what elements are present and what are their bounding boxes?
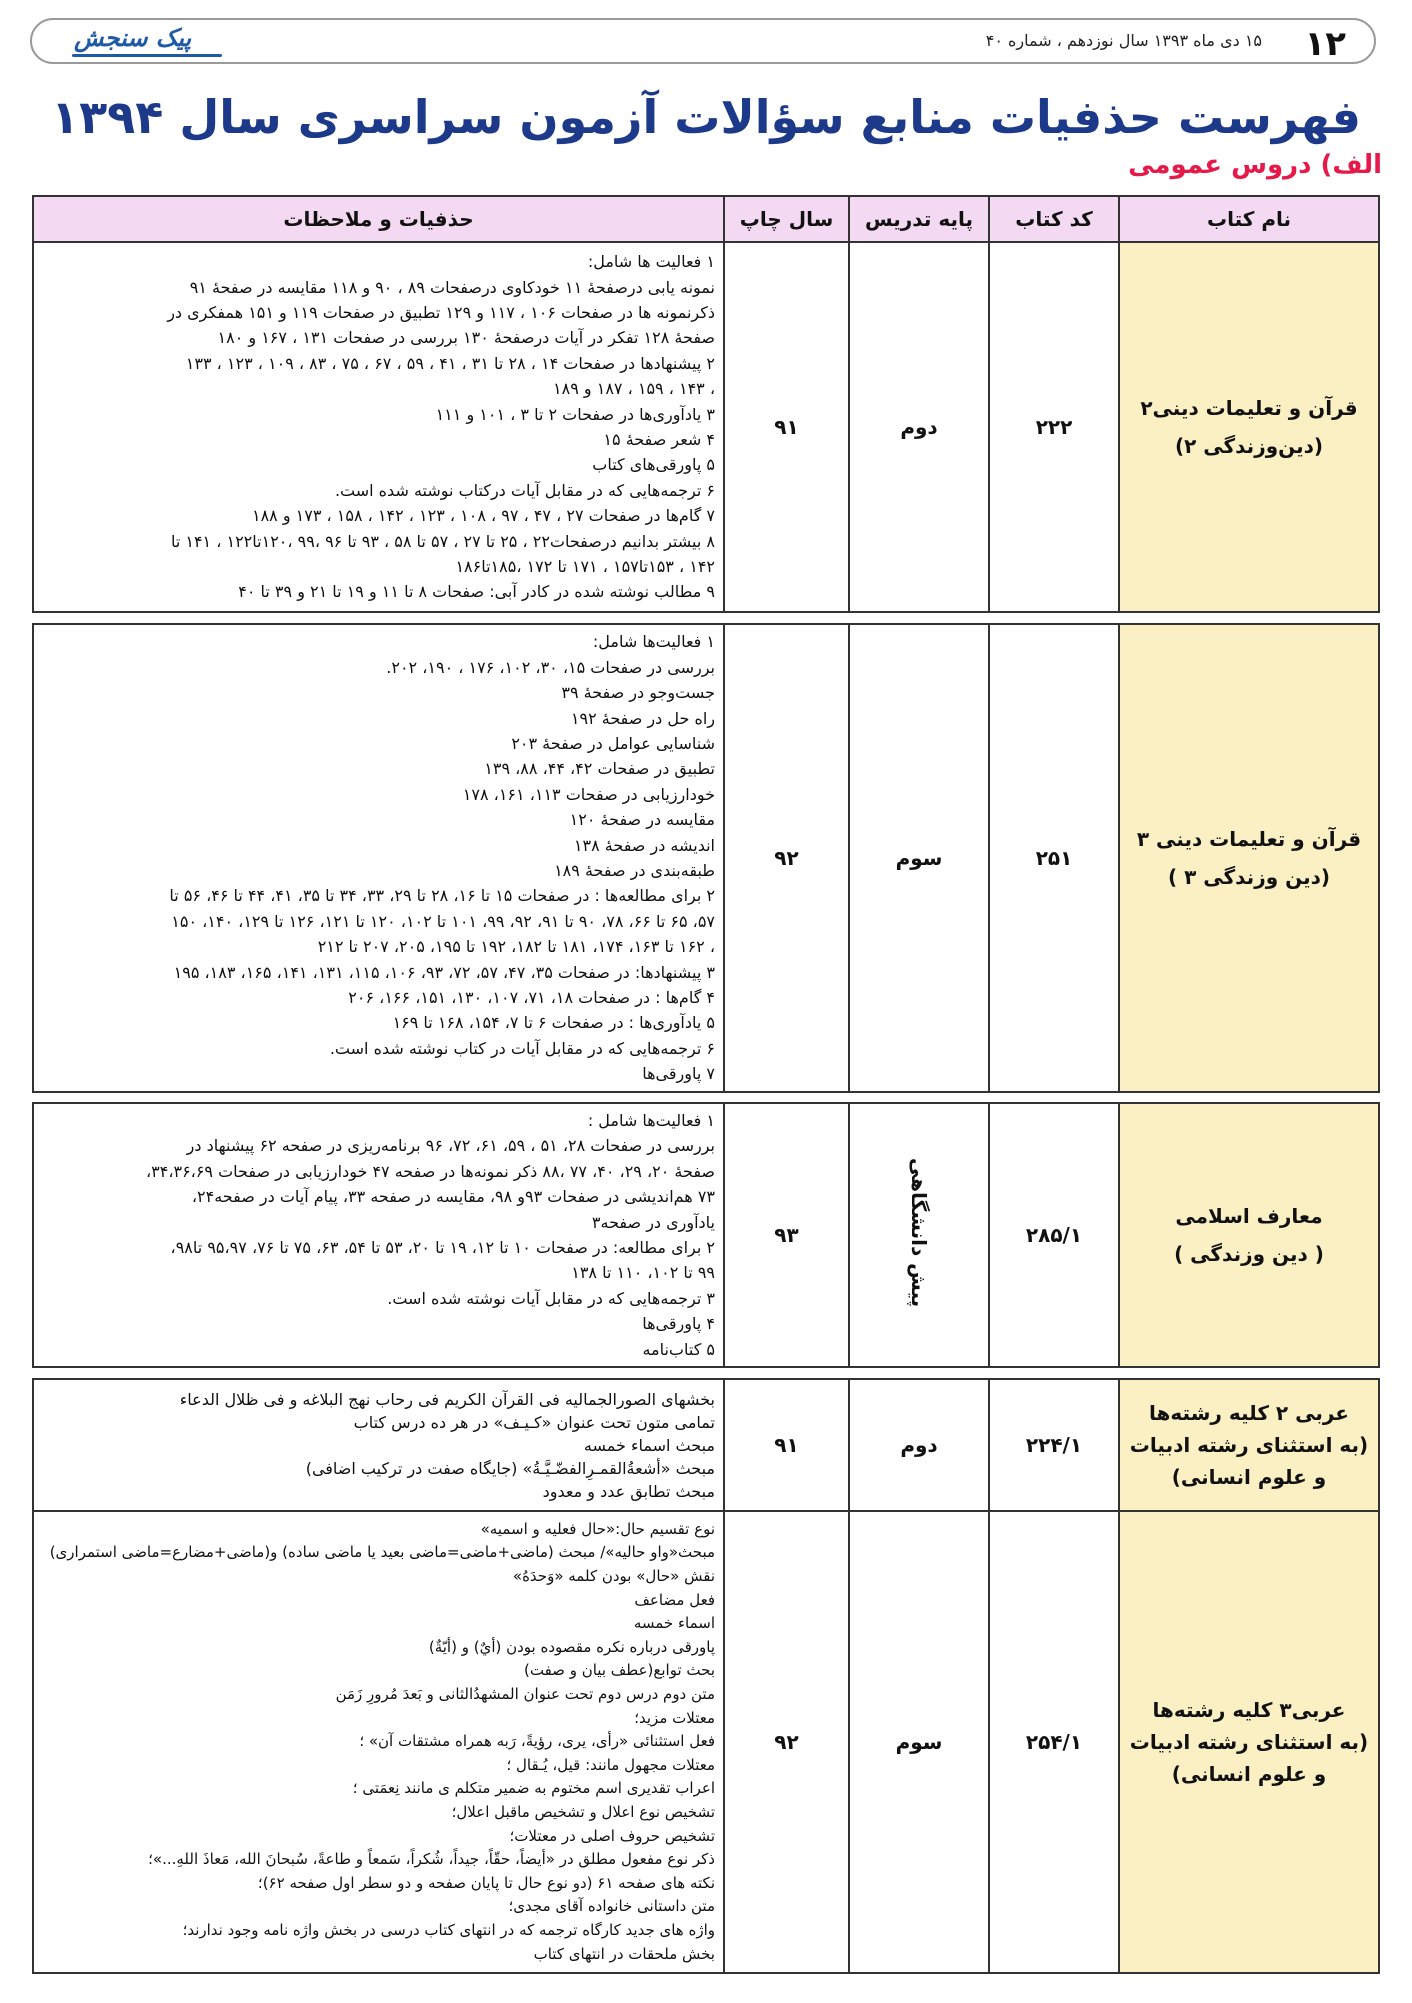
book-name-line: ( دین وزندگی ) xyxy=(1174,1242,1324,1266)
grade-vertical-text: پیش دانشگاهی xyxy=(907,1157,931,1308)
note-line: خودارزیابی در صفحات ۱۱۳، ۱۶۱، ۱۷۸ xyxy=(462,784,715,804)
book-name-cell xyxy=(1119,1511,1379,1973)
note-line: مبحث «أشعةُالقمـرِالفضّـيَّـةُ» (جایگاه صفت در ترکیب اضافی) xyxy=(305,1458,715,1478)
book-name-line: (دین‌وزندگی ۲) xyxy=(1174,434,1324,458)
col-header-book-name: نام کتاب xyxy=(1119,196,1379,242)
note-line: ۸ بیشتر بدانیم درصفحات۲۲ ، ۲۵ تا ۲۷ ، ۵۷ تا ۵۸ ، ۹۳ تا ۹۶ ،۹۹ ،۱۲۰تا۱۲۲ ، ۱۴۱ تا xyxy=(170,531,715,551)
note-line: ۵ پاورقی‌های کتاب xyxy=(592,455,715,475)
print-year-cell: ۹۱ xyxy=(724,1379,849,1511)
table-row xyxy=(33,1103,1379,1367)
grade-cell: دوم xyxy=(849,242,989,612)
page-header-bar xyxy=(30,18,1376,64)
notes-cell xyxy=(33,624,724,1092)
note-line: اسماء خمسه xyxy=(633,1614,715,1633)
note-line: ۷۳ هم‌اندیشی در صفحات ۹۳و ۹۸، مقایسه در صفحه ۳۳، پیام آیات در صفحه۲۴، xyxy=(191,1187,715,1207)
notes-cell xyxy=(33,1103,724,1367)
note-line: ذکرنمونه ها در صفحات ۱۰۶ ، ۱۱۷ و ۱۲۹ تطبیق در صفحات ۱۱۹ و ۱۵۱ همفکری در xyxy=(167,302,715,322)
book-name-line: قرآن و تعلیمات دینی۲ xyxy=(1140,396,1358,420)
grade-cell: سوم xyxy=(849,624,989,1092)
deletions-table-part xyxy=(32,623,1380,1093)
book-code-cell: ۲۲۴/۱ xyxy=(989,1379,1119,1511)
note-line: فعل مضاعف xyxy=(634,1590,715,1609)
note-line: واژه های جدید کارگاه ترجمه که در انتهای کتاب درسی در بخش واژه نامه وجود ندارند؛ xyxy=(182,1920,715,1939)
note-line: اعراب تقدیری اسم مختوم به ضمیر متکلم ی مانند نِعمَتی ؛ xyxy=(352,1779,715,1798)
book-name-line: معارف اسلامی xyxy=(1175,1204,1323,1228)
note-line: معتلات مجهول مانند: قیل، یُـقال ؛ xyxy=(506,1755,715,1774)
book-name-line: و علوم انسانی) xyxy=(1171,1465,1327,1489)
book-name-cell xyxy=(1119,624,1379,1092)
page-title: فهرست حذفیات منابع سؤالات آزمون سراسری سال ۱۳۹۴ xyxy=(51,90,1361,144)
note-line: مبحث تطابق عدد و معدود xyxy=(542,1481,715,1501)
note-line: ۴ شعر صفحهٔ ۱۵ xyxy=(603,430,715,449)
note-line: ۱ فعالیت ها شامل: xyxy=(587,252,715,272)
note-line: صفحهٔ ۱۲۸ تفکر در آیات درصفحهٔ ۱۳۰ بررسی در صفحات ۱۳۱ ، ۱۶۷ و ۱۸۰ xyxy=(217,328,715,348)
note-line: ۷ گام‌ها در صفحات ۲۷ ، ۴۷ ، ۹۷ ، ۱۰۸ ، ۱۲۳ ، ۱۴۲ ، ۱۵۸ ، ۱۷۳ و ۱۸۸ xyxy=(251,506,715,526)
book-name-cell xyxy=(1119,1379,1379,1511)
note-line: یادآوری در صفحه۳ xyxy=(591,1212,715,1232)
book-name-line: عربی۳ کلیه رشته‌ها xyxy=(1152,1698,1346,1722)
col-header-book-code: کد کتاب xyxy=(989,196,1119,242)
note-line: ۷ پاورقی‌ها xyxy=(642,1064,715,1084)
note-line: ، ۱۴۳ ، ۱۵۹ ، ۱۸۷ و ۱۸۹ xyxy=(553,379,715,399)
table-header-row xyxy=(33,196,1379,242)
note-line: ذکر نوع مفعول مطلق در «أیضاً، حقّاً، جیداً، شُکراً، سَمعاً و طاعةً، سُبحانَ الله، مَعاذَ اللهِ...»؛ xyxy=(148,1850,715,1869)
book-name-line: (دین وزندگی ۳ ) xyxy=(1167,865,1331,889)
note-line: ۵۷، ۶۵ تا ۶۶، ۷۸، ۹۰ تا ۹۱، ۹۲، ۹۹، ۱۰۱ تا ۱۰۲، ۱۲۰ تا ۱۲۱، ۱۲۶ تا ۱۲۹، ۱۴۰، ۱۵۰ xyxy=(171,911,715,931)
note-line: اندیشه در صفحهٔ ۱۳۸ xyxy=(573,835,715,855)
col-header-notes: حذفیات و ملاحظات xyxy=(33,196,724,242)
note-line: صفحهٔ ۲۰، ۲۹، ۴۰، ۷۷ ،۸۸ ذکر نمونه‌ها در صفحه ۴۷ خودارزیابی در صفحات ۳۴،۳۶،۶۹، xyxy=(145,1161,715,1181)
note-line: ۶ ترجمه‌هایی که در مقابل آیات در کتاب نوشته شده است. xyxy=(329,1038,715,1058)
note-line: ۱ فعالیت‌ها شامل: xyxy=(592,632,715,652)
table-row xyxy=(33,624,1379,1092)
note-line: ۳ پیشنهادها: در صفحات ۳۵، ۴۷، ۵۷، ۷۲، ۹۳، ۱۰۶، ۱۱۵، ۱۳۱، ۱۴۱، ۱۶۵، ۱۸۳، ۱۹۵ xyxy=(173,962,715,982)
print-year-cell: ۹۲ xyxy=(724,1511,849,1973)
col-header-print-year: سال چاپ xyxy=(724,196,849,242)
section-title: الف) دروس عمومی xyxy=(1128,150,1382,180)
note-line: نوع تقسیم حال:«حال فعلیه و اسمیه» xyxy=(480,1519,715,1538)
note-line: ، ۱۶۲ تا ۱۶۳، ۱۷۴، ۱۸۱ تا ۱۸۲، ۱۹۲ تا ۱۹۵، ۲۰۵، ۲۰۷ تا ۲۱۲ xyxy=(317,937,715,957)
notes-cell xyxy=(33,1511,724,1973)
table-row xyxy=(33,1379,1379,1511)
note-line: نکته های صفحه ۶۱ (دو نوع حال تا پایان صفحه و دو سطر اول صفحه ۶۲)؛ xyxy=(257,1873,715,1892)
note-line: ۱۴۲ ، ۱۵۳تا۱۵۷ ، ۱۷۱ تا ۱۷۲ ،۱۸۵تا۱۸۶ xyxy=(455,557,715,577)
note-line: ۶ ترجمه‌هایی که در مقابل آیات درکتاب نوشته شده است. xyxy=(334,480,715,500)
notes-cell xyxy=(33,1379,724,1511)
grade-cell: سوم xyxy=(849,1511,989,1973)
print-year-cell: ۹۲ xyxy=(724,624,849,1092)
deletions-table-part xyxy=(32,1378,1380,1974)
book-name-line: عربی ۲ کلیه رشته‌ها xyxy=(1149,1401,1349,1425)
table-row xyxy=(33,242,1379,612)
notes-cell xyxy=(33,242,724,612)
grade-cell xyxy=(849,1103,989,1367)
note-line: مقایسه در صفحهٔ ۱۲۰ xyxy=(569,810,715,830)
note-line: مبحث«واو حالیه»/ مبحث (ماضی+ماضی=ماضی بعید یا ماضی ساده) و(ماضی+مضارع=ماضی استمراری) xyxy=(49,1543,715,1562)
print-year-cell: ۹۱ xyxy=(724,242,849,612)
note-line: تمامی متون تحت عنوان «کـیـف» در هر ده درس کتاب xyxy=(353,1412,715,1432)
note-line: متن دوم درس دوم تحت عنوان المشهدُالثانی و بَعدَ مُرورِ زَمَن xyxy=(335,1685,715,1704)
book-name-line: (به استثنای رشته ادبیات xyxy=(1129,1730,1369,1754)
note-line: بخشهای الصورالجمالیه فی القرآن الکریم فی رحاب نهج البلاغه و فی ظلال الدعاء xyxy=(179,1389,715,1409)
note-line: شناسایی عوامل در صفحهٔ ۲۰۳ xyxy=(511,733,715,753)
page-number: ۱۲ xyxy=(1304,24,1346,64)
note-line: ۳ یادآوری‌ها در صفحات ۲ تا ۳ ، ۱۰۱ و ۱۱۱ xyxy=(435,404,715,424)
deletions-table-part xyxy=(32,1102,1380,1368)
note-line: نقش «حال» بودن کلمه «وَحدَهُ» xyxy=(512,1567,715,1586)
newspaper-logo: پیک سنجش xyxy=(74,24,192,52)
note-line: ۴ گام‌ها : در صفحات ۱۸، ۷۱، ۱۰۷، ۱۳۰، ۱۵۱، ۱۶۶، ۲۰۶ xyxy=(348,988,715,1008)
book-name-line: و علوم انسانی) xyxy=(1171,1762,1327,1786)
book-code-cell: ۲۸۵/۱ xyxy=(989,1103,1119,1367)
note-line: جست‌وجو در صفحهٔ ۳۹ xyxy=(561,683,715,703)
note-line: ۴ پاورقی‌ها xyxy=(642,1314,715,1334)
note-line: بررسی در صفحات ۲۸، ۵۱ ، ۵۹، ۶۱، ۷۲، ۹۶ برنامه‌ریزی در صفحه ۶۲ پیشنهاد در xyxy=(186,1136,715,1156)
note-line: فعل استثنائی «رأی، یری، رؤیةً، رَبه همراه مشتقات آن» ؛ xyxy=(359,1732,715,1751)
book-name-cell xyxy=(1119,1103,1379,1367)
book-name-line: (به استثنای رشته ادبیات xyxy=(1129,1433,1369,1457)
table-row xyxy=(33,1511,1379,1973)
note-line: ۲ پیشنهادها در صفحات ۱۴ ، ۲۸ تا ۳۱ ، ۴۱ ، ۵۹ ، ۶۷ ، ۷۵ ، ۸۳ ، ۱۰۹ ، ۱۲۳ ، ۱۳۳ xyxy=(185,353,715,373)
note-line: تشخیص حروف اصلی در معتلات؛ xyxy=(509,1826,715,1845)
note-line: متن داستانی خانواده آقای مجدی؛ xyxy=(508,1897,715,1916)
note-line: معتلات مزید؛ xyxy=(634,1708,715,1727)
note-line: ۹ مطالب نوشته شده در کادر آبی: صفحات ۸ تا ۱۱ و ۱۹ تا ۲۱ و ۳۹ تا ۴۰ xyxy=(238,582,715,602)
book-code-cell: ۲۵۱ xyxy=(989,624,1119,1092)
note-line: ۹۹ تا ۱۰۲، ۱۱۰ تا ۱۳۸ xyxy=(571,1263,715,1283)
note-line: مبحث اسماء خمسه xyxy=(583,1435,715,1455)
note-line: پاورقی درباره نکره مقصوده بودن (أيٌ) و (أيّةٌ) xyxy=(428,1637,715,1656)
note-line: تطبیق در صفحات ۴۲، ۴۴، ۸۸، ۱۳۹ xyxy=(484,759,715,779)
note-line: ۲ برای مطالعه: در صفحات ۱۰ تا ۱۲، ۱۹ تا ۲۰، ۵۳ تا ۵۴، ۶۳، ۷۵ تا ۷۶، ۹۵،۹۷ تا۹۸، xyxy=(170,1238,715,1257)
book-name-cell xyxy=(1119,242,1379,612)
note-line: بحث توابع(عطف بیان و صفت) xyxy=(524,1661,715,1680)
book-name-line: قرآن و تعلیمات دینی ۳ xyxy=(1136,827,1362,851)
note-line: طبقه‌بندی در صفحهٔ ۱۸۹ xyxy=(554,861,715,880)
book-code-cell: ۲۲۲ xyxy=(989,242,1119,612)
note-line: ۵ کتاب‌نامه xyxy=(642,1339,715,1359)
note-line: تشخیص نوع اعلال و تشخیص ماقبل اعلال؛ xyxy=(451,1802,715,1821)
grade-cell: دوم xyxy=(849,1379,989,1511)
note-line: بررسی در صفحات ۱۵، ۳۰، ۱۰۲، ۱۷۶ ، ۱۹۰، ۲۰۲. xyxy=(386,657,715,677)
print-year-cell: ۹۳ xyxy=(724,1103,849,1367)
note-line: نمونه یابی درصفحهٔ ۱۱ خودکاوی درصفحات ۸۹ ، ۹۰ و ۱۱۸ مقایسه در صفحهٔ ۹۱ xyxy=(189,277,715,297)
note-line: بخش ملحقات در انتهای کتاب xyxy=(533,1944,715,1963)
note-line: ۵ یادآوری‌ها : در صفحات ۶ تا ۷، ۱۵۴، ۱۶۸ تا ۱۶۹ xyxy=(392,1013,715,1033)
note-line: ۱ فعالیت‌ها شامل : xyxy=(587,1110,715,1130)
deletions-table xyxy=(32,195,1380,613)
book-code-cell: ۲۵۴/۱ xyxy=(989,1511,1119,1973)
col-header-grade: پایه تدریس xyxy=(849,196,989,242)
note-line: ۲ برای مطالعه‌ها : در صفحات ۱۵ تا ۱۶، ۲۸ تا ۲۹، ۳۳، ۳۴ تا ۳۵، ۴۱، ۴۴ تا ۴۶، ۵۶ تا xyxy=(169,886,715,906)
issue-info: ۱۵ دی ماه ۱۳۹۳ سال نوزدهم ، شماره ۴۰ xyxy=(985,31,1262,50)
note-line: ۳ ترجمه‌هایی که در مقابل آیات نوشته شده است. xyxy=(387,1288,715,1308)
note-line: راه حل در صفحهٔ ۱۹۲ xyxy=(570,708,715,728)
logo-underline xyxy=(72,54,222,57)
